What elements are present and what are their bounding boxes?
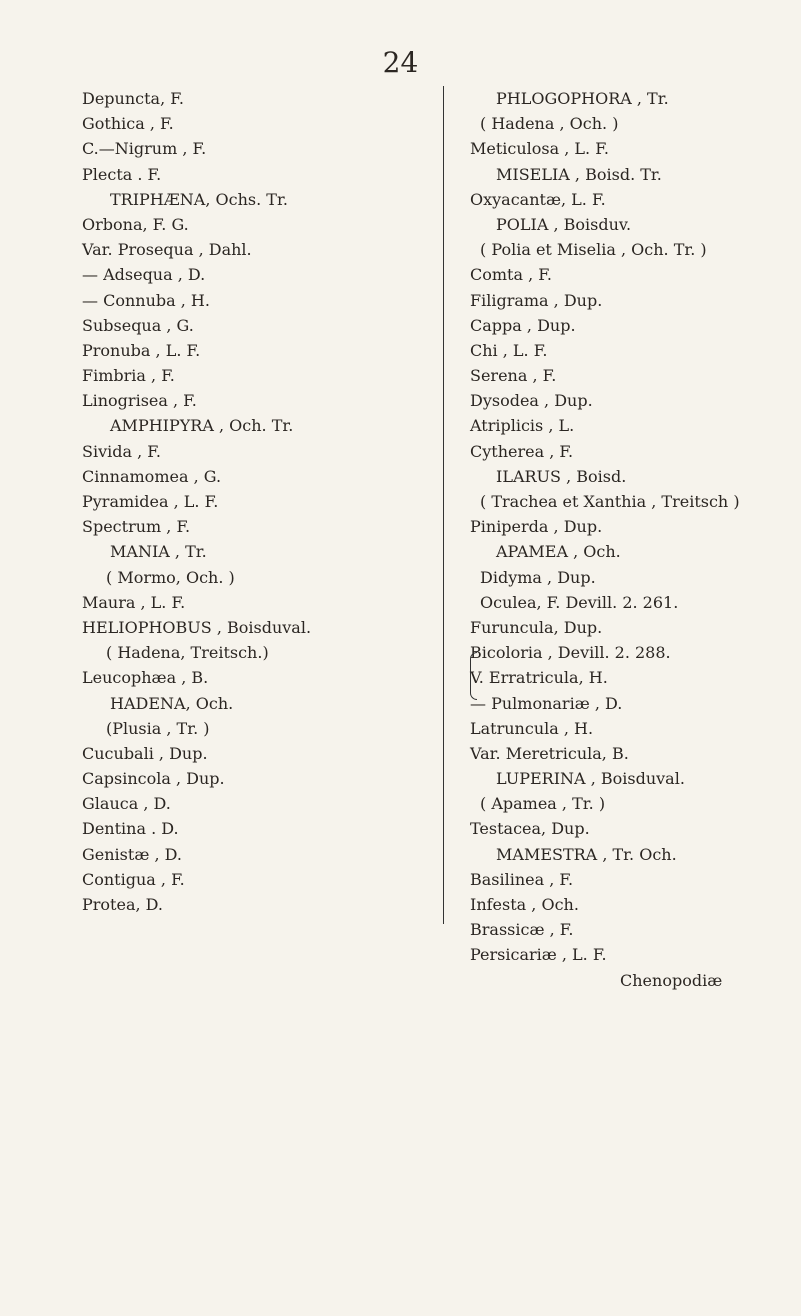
species-entry: — Adsequa , D. — [82, 265, 206, 285]
genus-heading: MANIA , Tr. — [110, 542, 207, 562]
species-entry: Pyramidea , L. F. — [82, 492, 219, 511]
species-entry: Orbona, F. G. — [82, 214, 189, 234]
species-entry: Pronuba , L. F. — [82, 340, 201, 360]
species-entry: Maura , L. F. — [82, 592, 186, 612]
species-entry: Glauca , D. — [82, 794, 171, 814]
species-entry: Brassicæ , F. — [470, 920, 574, 940]
column-divider — [443, 86, 444, 924]
species-entry: Protea, D. — [82, 895, 163, 914]
species-entry: Plecta . F. — [82, 164, 162, 184]
species-entry: HELIOPHOBUS , Boisduval. — [82, 617, 312, 637]
synonym-line: ( Apamea , Tr. ) — [480, 794, 606, 814]
species-entry: Cucubali , Dup. — [82, 743, 208, 763]
genus-heading: LUPERINA , Boisduval. — [496, 769, 685, 789]
species-entry: Serena , F. — [470, 366, 557, 386]
species-entry: Comta , F. — [470, 265, 552, 285]
genus-heading: PHLOGOPHORA , Tr. — [496, 89, 669, 108]
species-entry: Furuncula, Dup. — [470, 617, 603, 637]
species-entry: V. Erratricula, H. — [470, 668, 608, 688]
page-number: 24 — [382, 46, 419, 79]
species-entry: Chi , L. F. — [470, 340, 548, 360]
genus-heading: POLIA , Boisduv. — [496, 214, 632, 234]
species-entry: Persicariæ , L. F. — [470, 945, 607, 965]
synonym-line: ( Mormo, Och. ) — [106, 567, 235, 587]
species-entry: Depuncta, F. — [82, 89, 184, 108]
left-column — [82, 86, 422, 917]
species-entry: Capsincola , Dup. — [82, 769, 225, 789]
species-entry: Chenopodiæ — [620, 970, 723, 990]
species-entry: Infesta , Och. — [470, 895, 579, 914]
species-entry: Linogrisea , F. — [82, 391, 197, 411]
species-entry: Testacea, Dup. — [470, 819, 590, 839]
synonym-line: (Plusia , Tr. ) — [106, 718, 210, 738]
species-entry: Var. Prosequa , Dahl. — [82, 240, 252, 260]
species-entry: Piniperda , Dup. — [470, 517, 603, 537]
species-entry: Cappa , Dup. — [470, 315, 576, 335]
genus-heading: TRIPHÆNA, Ochs. Tr. — [110, 189, 288, 209]
species-entry: Cinnamomea , G. — [82, 466, 222, 486]
synonym-line: ( Polia et Miselia , Och. Tr. ) — [480, 240, 707, 260]
species-entry: Oculea, F. Devill. 2. 261. — [480, 592, 679, 612]
species-entry: Genistæ , D. — [82, 844, 182, 864]
brace-icon — [470, 652, 477, 700]
species-entry: Bicoloria , Devill. 2. 288. — [470, 643, 671, 663]
genus-heading: MAMESTRA , Tr. Och. — [496, 844, 677, 864]
genus-heading: AMPHIPYRA , Och. Tr. — [110, 416, 294, 436]
species-entry: Spectrum , F. — [82, 517, 191, 537]
species-entry: Fimbria , F. — [82, 366, 175, 386]
species-entry: Var. Meretricula, B. — [470, 743, 629, 763]
species-entry: — Pulmonariæ , D. — [470, 693, 623, 713]
species-entry: — Connuba , H. — [82, 290, 210, 310]
species-entry: Contigua , F. — [82, 869, 185, 889]
species-entry: Dysodea , Dup. — [470, 391, 593, 411]
species-entry: Sivida , F. — [82, 441, 161, 461]
species-entry: Dentina . D. — [82, 819, 179, 839]
species-entry: Filigrama , Dup. — [470, 290, 603, 310]
species-entry: C.—Nigrum , F. — [82, 139, 207, 159]
species-entry: Gothica , F. — [82, 114, 174, 134]
species-entry: Meticulosa , L. F. — [470, 139, 609, 159]
species-entry: Atriplicis , L. — [470, 416, 575, 436]
species-entry: Leucophæa , B. — [82, 668, 209, 688]
species-entry: Cytherea , F. — [470, 441, 574, 461]
genus-heading: HADENA, Och. — [110, 693, 234, 713]
species-entry: Oxyacantæ, L. F. — [470, 189, 606, 209]
species-entry: Subsequa , G. — [82, 315, 194, 335]
genus-heading: MISELIA , Boisd. Tr. — [496, 164, 662, 184]
right-column — [470, 86, 790, 993]
species-entry: Latruncula , H. — [470, 718, 594, 738]
genus-heading: APAMEA , Och. — [496, 542, 621, 562]
genus-heading: ILARUS , Boisd. — [496, 466, 627, 486]
synonym-line: ( Hadena, Treitsch.) — [106, 643, 269, 663]
synonym-line: ( Hadena , Och. ) — [480, 114, 619, 134]
species-entry: Basilinea , F. — [470, 869, 574, 889]
synonym-line: ( Trachea et Xanthia , Treitsch ) — [480, 492, 740, 511]
species-entry: Didyma , Dup. — [480, 567, 596, 587]
